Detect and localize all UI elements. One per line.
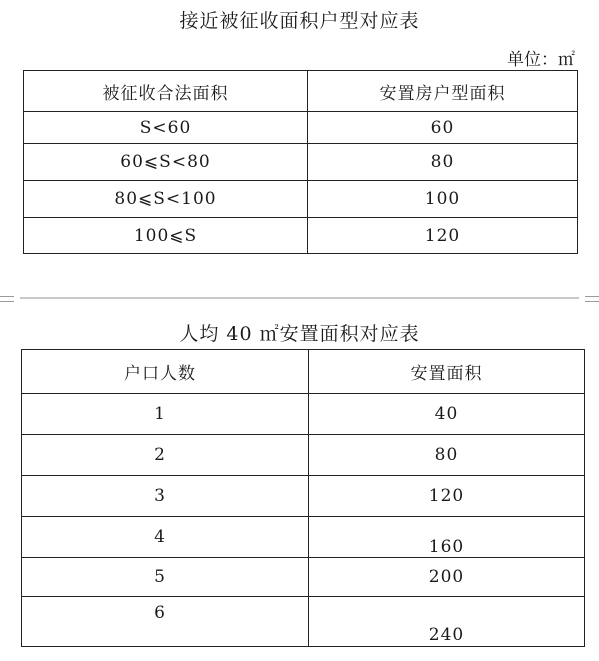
table2-title: 人均 40 ㎡安置面积对应表 (179, 323, 420, 345)
legal-area-cell: 100⩽S (24, 218, 308, 254)
household-size-cell (22, 517, 309, 558)
page-break-marker-right (585, 296, 599, 302)
household-size-value: 1 (154, 404, 166, 424)
page-break-marker-left (0, 296, 14, 302)
resettlement-area-cell: 80 (309, 435, 585, 476)
household-size-cell (22, 435, 309, 476)
household-size-cell (22, 476, 309, 517)
table-row (24, 112, 578, 144)
unit-area-cell: 80 (308, 144, 578, 181)
household-size-value: 2 (154, 445, 166, 465)
resettlement-area-cell: 120 (309, 476, 585, 517)
unit-area-cell: 100 (308, 181, 578, 218)
resettlement-area-value: 160 (428, 537, 465, 557)
household-size-value: 4 (154, 527, 166, 547)
header-legal-area: 被征收合法面积 (24, 71, 308, 112)
resettlement-area-cell: 40 (309, 394, 585, 435)
table-header-row (22, 350, 585, 394)
legal-area-cell: 80⩽S<100 (24, 181, 308, 218)
header-resettlement-area: 安置面积 (309, 350, 585, 394)
table-row (22, 394, 585, 435)
header-household-size (22, 350, 309, 394)
household-size-value: 6 (154, 602, 166, 623)
table-row (24, 218, 578, 254)
household-size-value: 5 (154, 567, 166, 587)
table-row (22, 476, 585, 517)
table-row (22, 435, 585, 476)
table-row (22, 597, 585, 647)
table-row (22, 558, 585, 597)
unit-area-cell: 60 (308, 112, 578, 144)
resettlement-area-value: 240 (428, 624, 465, 645)
per-capita-area-table (21, 349, 585, 647)
household-size-cell (22, 597, 309, 647)
table-row (24, 144, 578, 181)
page-break-line (20, 297, 579, 299)
household-size-cell (22, 558, 309, 597)
legal-area-cell: S<60 (24, 112, 308, 144)
table-row (24, 181, 578, 218)
table-row (22, 517, 585, 558)
header-household-size-label: 户口人数 (124, 364, 196, 384)
unit-label: 单位：㎡ (507, 50, 575, 70)
household-size-value: 3 (154, 486, 166, 506)
table-header-row (24, 71, 578, 112)
area-mapping-table (23, 70, 578, 254)
resettlement-area-cell (309, 517, 585, 558)
resettlement-area-cell: 200 (309, 558, 585, 597)
resettlement-area-cell (309, 597, 585, 647)
table1-title: 接近被征收面积户型对应表 (179, 10, 420, 32)
unit-area-cell: 120 (308, 218, 578, 254)
header-unit-type-area: 安置房户型面积 (308, 71, 578, 112)
legal-area-cell: 60⩽S<80 (24, 144, 308, 181)
household-size-cell (22, 394, 309, 435)
